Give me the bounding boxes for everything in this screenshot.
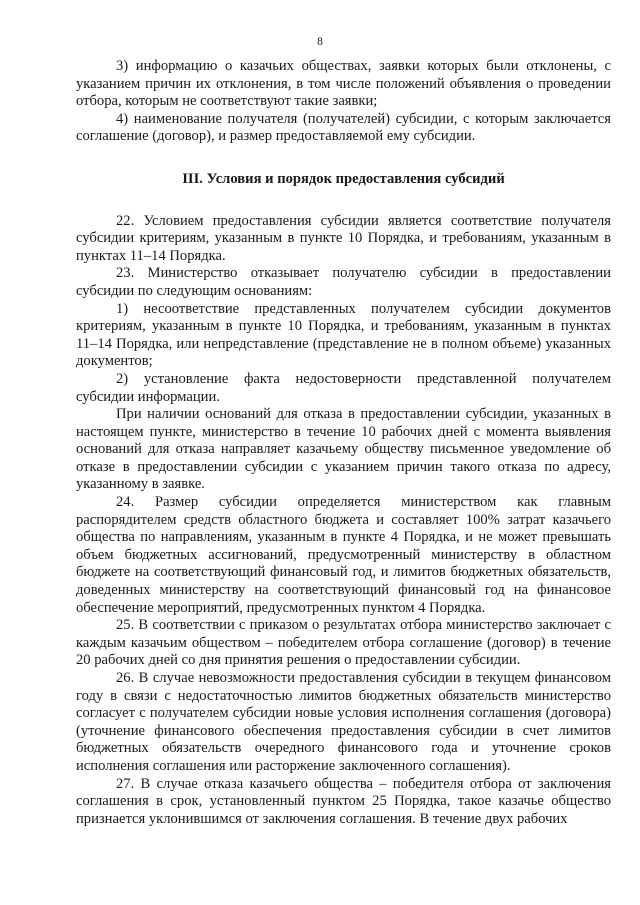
paragraph-item-4: 4) наименование получателя (получателей) субсидии, с которым заключается соглашение (договор), и размер предоставляемой ему субсидии.	[76, 110, 611, 145]
paragraph-22: 22. Условием предоставления субсидии является соответствие получателя субсидии критериям, указанным в пункте 10 Порядка, и требованиям, указанным в пунктах 11–14 Порядка.	[76, 212, 611, 264]
paragraph-23-refusal-notice: При наличии оснований для отказа в предоставлении субсидии, указанных в настоящем пункте, министерство в течение 10 рабочих дней с момента выявления оснований для отказа направляет казачьему обществу письменное уведомление об отказе в предоставлении субсидии с указанием причин такого отказа по адресу, указанному в заявке.	[76, 406, 611, 493]
paragraph-23-item-2: 2) установление факта недостоверности представленной получателем субсидии информации.	[76, 370, 611, 405]
paragraph-23-item-1: 1) несоответствие представленных получателем субсидии документов критериям, указанным в пункте 10 Порядка, и требованиям, указанным в пунктах 11–14 Порядка, или непредставление (представление не в полном объеме) указанных документов;	[76, 300, 611, 370]
paragraph-23: 23. Министерство отказывает получателю субсидии в предоставлении субсидии по следующим основаниям:	[76, 265, 611, 299]
paragraph-27: 27. В случае отказа казачьего общества – победителя отбора от заключения соглашения в срок, установленный пунктом 25 Порядка, такое казачье общество признается уклонившимся от заключения соглашения. В течение двух рабочих	[76, 775, 611, 827]
page-number: 8	[317, 36, 323, 48]
document-body	[76, 58, 611, 828]
spacer	[76, 146, 611, 171]
paragraph-25: 25. В соответствии с приказом о результатах отбора министерство заключает с каждым казачьим обществом – победителем отбора соглашение (договор) в течение 20 рабочих дней со дня принятия решения о предоставлении субсидии.	[76, 617, 611, 669]
paragraph-item-3: 3) информацию о казачьих обществах, заявки которых были отклонены, с указанием причин их отклонения, в том числе положений объявления о проведении отбора, которым не соответствуют такие заявки;	[76, 58, 611, 110]
section-heading: III. Условия и порядок предоставления субсидий	[182, 170, 505, 187]
spacer	[76, 189, 611, 213]
paragraph-26: 26. В случае невозможности предоставления субсидии в текущем финансовом году в связи с недостаточностью лимитов бюджетных обязательств министерство согласует с получателем субсидии новые условия исполнения соглашения (договора) (уточнение финансового обеспечения предоставления субсидии в счет лимитов бюджетных обязательств очередного финансового года и уточнение сроков исполнения соглашения или расторжение заключенного соглашения).	[76, 670, 611, 774]
paragraph-24: 24. Размер субсидии определяется министерством как главным распорядителем средств областного бюджета и составляет 100% затрат казачьего общества по направлениям, указанным в пункте 4 Порядка, и не может превышать объем бюджетных ассигнований, предусмотренный министерству в областном бюджете на соответствующий финансовый год, и лимитов бюджетных обязательств, доведенных министерству на соответствующий финансовый год на финансовое обеспечение мероприятий, предусмотренных пунктом 4 Порядка.	[76, 494, 611, 616]
